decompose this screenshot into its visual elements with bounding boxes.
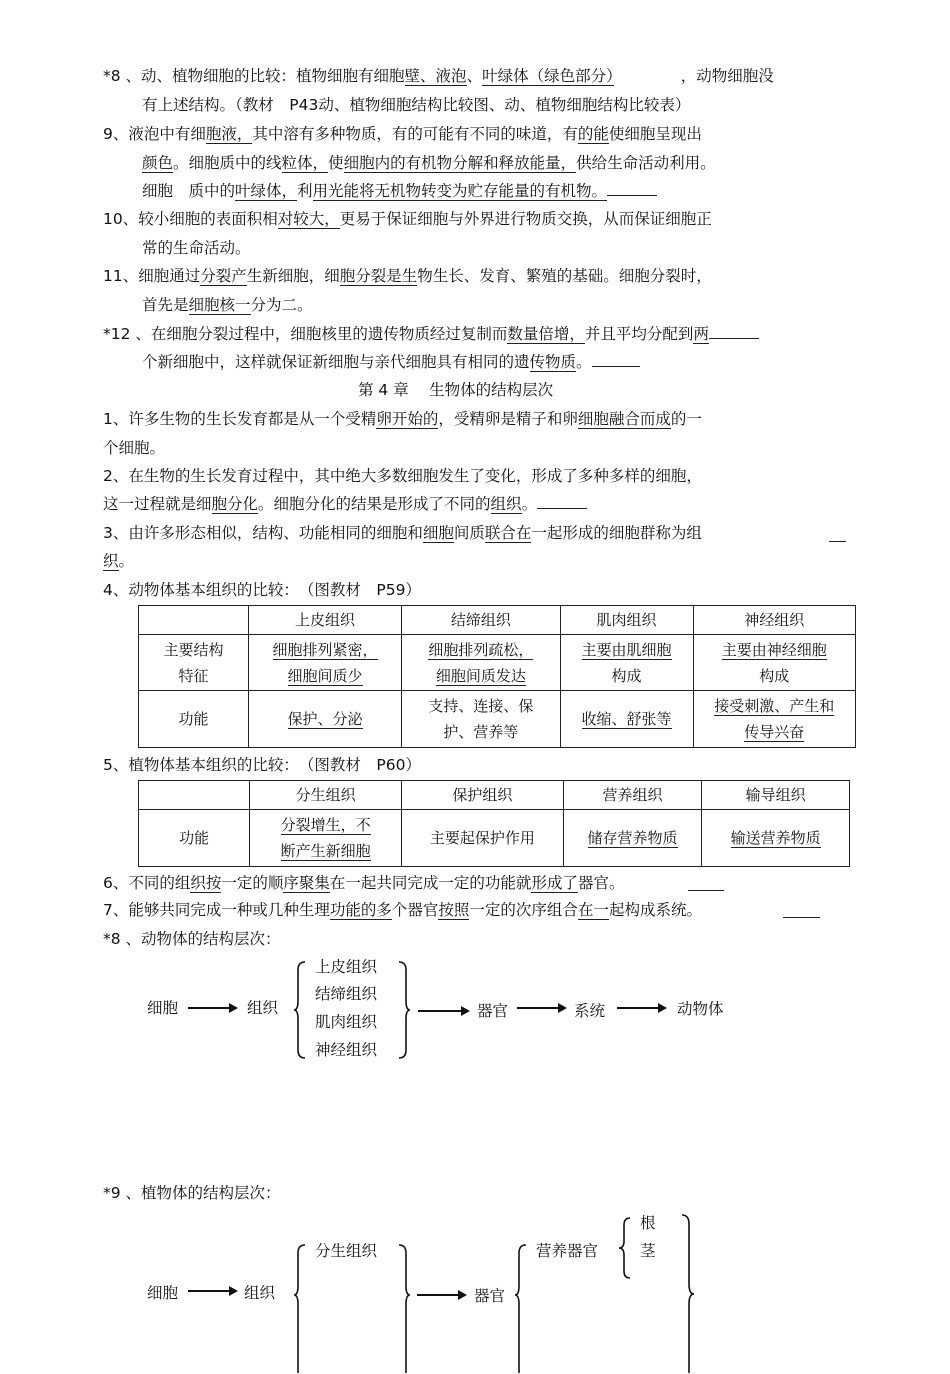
line-text: 使 [328, 154, 344, 172]
line-text: 。 [118, 552, 135, 570]
right-brace-icon [680, 1214, 696, 1374]
node-organ: 器官 [477, 1002, 509, 1020]
underlined-answer: 序聚集 [283, 874, 330, 892]
line-text: 。细胞质中的线 [173, 154, 282, 172]
ch4-item-8-heading [103, 929, 281, 949]
row-label-function: 功能 [139, 810, 250, 867]
ch4-item-3-b [103, 551, 134, 571]
answer-blank [592, 352, 640, 367]
table-cell: 接受刺激、产生和 传导兴奋 [693, 691, 855, 748]
underlined-answer: 对较大， [277, 210, 340, 228]
underlined-answer: 在一 [577, 901, 609, 919]
ch4-item-4-heading [103, 580, 421, 600]
line-text: 更易于保证细胞与外界进行物质交换，从而保证细胞正 [339, 210, 712, 228]
line-text: 分为二。 [250, 296, 313, 314]
line-text: 、 [466, 67, 483, 85]
line-text: 3、由许多形态相似，结构、功能相同的细胞和 [103, 524, 423, 542]
line-text: 个细胞。 [103, 439, 166, 457]
ch4-item-2-b [103, 494, 587, 514]
arrow-right-icon [188, 1290, 236, 1292]
underlined-answer: 壁、液泡 [404, 67, 467, 85]
table-cell: 收缩、舒张等 [560, 691, 693, 748]
node-cell: 细胞 [147, 999, 179, 1017]
organ-type-item: 营养器官 [536, 1242, 599, 1260]
line-text: ，动物细胞没 [613, 67, 774, 85]
node-cell: 细胞 [147, 1284, 179, 1302]
right-brace-icon [397, 1244, 411, 1374]
table-cell: 输送营养物质 [702, 810, 850, 867]
answer-blank [783, 903, 820, 918]
table-header-cell: 保护组织 [401, 781, 563, 810]
table-header-cell: 分生组织 [250, 781, 402, 810]
underlined-answer: 胞液， [205, 125, 253, 143]
tissue-item: 上皮组织 [315, 958, 378, 976]
line-9-vacuole-b [142, 153, 716, 173]
underlined-answer: 细胞核一 [188, 296, 251, 314]
underlined-answer: 用光能将无机物转变为贮存能量的有机物。 [312, 182, 608, 200]
line-text: 一定的顺 [221, 874, 284, 892]
table-cell: 保护、分泌 [248, 691, 401, 748]
line-text: 11、细胞通过 [103, 267, 201, 285]
underlined-answer: 颜色 [142, 154, 174, 172]
table-header-cell: 肌肉组织 [560, 606, 693, 635]
underlined-answer: 传物质 [529, 353, 577, 371]
line-text: 生新细胞，细 [246, 267, 340, 285]
ch4-item-5-heading [103, 755, 421, 775]
line-text: 器官。 [577, 874, 625, 892]
ch4-item-3-a [103, 523, 702, 543]
line-text: 并且平均分配到 [584, 325, 694, 343]
line-9-vacuole-c [142, 181, 657, 201]
ch4-item-6 [103, 873, 624, 893]
answer-blank [688, 876, 724, 891]
underlined-answer: 功能的多 [329, 901, 392, 919]
table-header-cell: 输导组织 [702, 781, 850, 810]
answer-blank [537, 494, 587, 509]
line-text: *12 、在细胞分裂过程中，细胞核里的遗传物质经过复制而 [103, 325, 508, 343]
arrow-right-icon [417, 1294, 465, 1296]
line-8-comparison-b [142, 95, 690, 115]
line-12-genetic-a [103, 324, 759, 344]
arrow-right-icon [517, 1007, 565, 1009]
line-9-vacuole-a [103, 124, 702, 144]
line-text: ，受精卵是精子和卵 [438, 410, 578, 428]
table-cell: 主要起保护作用 [401, 810, 563, 867]
node-organ: 器官 [474, 1287, 506, 1305]
underlined-answer: 细胞内的有机物分解和释放能量， [343, 154, 577, 172]
line-text: 间质 [453, 524, 485, 542]
table-header-cell: 神经组织 [693, 606, 855, 635]
row-label-structure: 主要结构 特征 [139, 635, 249, 691]
underlined-answer: 胞分裂是生 [339, 267, 418, 285]
line-text: 一起形成的细胞群称为组 [531, 524, 702, 542]
table-header-cell: 营养组织 [563, 781, 702, 810]
animal-tissue-table [138, 605, 856, 748]
table-cell: 分裂增生，不 断产生新细胞 [250, 810, 402, 867]
arrow-right-icon [617, 1007, 665, 1009]
line-text: 物生长、发育、繁殖的基础。细胞分裂时， [417, 267, 712, 285]
line-text: 。 [576, 353, 592, 371]
line-text: 起构成系统。 [608, 901, 702, 919]
line-text: 6、不同的组 [103, 874, 191, 892]
table-cell: 主要由肌细胞 构成 [560, 635, 693, 691]
line-text: 4、动物体基本组织的比较： （图教材 P59） [103, 581, 421, 599]
line-text: 。 [521, 495, 538, 513]
table-header-corner [139, 781, 250, 810]
line-10-surface-a [103, 209, 712, 229]
line-text: 的一 [670, 410, 702, 428]
line-text: 。细胞分化的结果是形成了不同的 [258, 495, 491, 513]
underlined-answer: 两 [693, 325, 709, 343]
line-text: 5、植物体基本组织的比较： （图教材 P60） [103, 756, 421, 774]
table-header-corner [139, 606, 249, 635]
organ-part-root: 根 [640, 1214, 656, 1232]
line-11-division-b [142, 295, 313, 315]
node-tissue: 组织 [244, 1284, 276, 1302]
tissue-item: 分生组织 [315, 1242, 378, 1260]
answer-blank [607, 181, 657, 196]
underlined-answer: 织按 [190, 874, 222, 892]
right-brace-icon [397, 961, 411, 1059]
underlined-answer: 联合在 [484, 524, 532, 542]
line-text: 使细胞呈现出 [608, 125, 702, 143]
plant-tissue-table [138, 780, 850, 867]
underlined-answer: 分裂产 [200, 267, 247, 285]
underlined-answer: 织 [103, 552, 119, 570]
underlined-answer: 叶绿体（绿色部分） [482, 67, 614, 85]
table-header-cell: 结缔组织 [402, 606, 560, 635]
chapter-4-title [358, 380, 553, 400]
tissue-item: 结缔组织 [315, 985, 378, 1003]
line-text: 9、液泡中有细 [103, 125, 206, 143]
line-text: *9 、植物体的结构层次： [103, 1184, 281, 1202]
left-brace-icon [618, 1217, 632, 1279]
line-text: 10、较小细胞的表面积相 [103, 210, 278, 228]
underlined-answer: 叶绿体， [235, 182, 298, 200]
left-brace-icon [514, 1244, 528, 1374]
line-text: 一定的次序组合 [469, 901, 578, 919]
line-text: 利 [297, 182, 313, 200]
line-text: 细胞 质中的 [142, 182, 236, 200]
table-cell: 主要由神经细胞 构成 [693, 635, 855, 691]
underlined-answer: 形成了 [531, 874, 578, 892]
underlined-answer: 按照 [438, 901, 470, 919]
line-8-comparison-a [103, 66, 774, 86]
table-cell: 细胞排列紧密， 细胞间质少 [248, 635, 401, 691]
line-text: 其中溶有多种物质，有的可能有不同的味道，有 [252, 125, 578, 143]
line-text: 常的生命活动。 [142, 239, 251, 257]
answer-blank [829, 527, 846, 542]
line-text: 个新细胞中，这样就保证新细胞与亲代细胞具有相同的遗 [142, 353, 530, 371]
line-text: 第 4 章 生物体的结构层次 [358, 381, 554, 399]
arrow-right-icon [188, 1007, 236, 1009]
arrow-right-icon [418, 1010, 468, 1012]
line-10-surface-b [142, 238, 251, 258]
line-text: 7、能够共同完成一种或几种生理 [103, 901, 330, 919]
line-text: *8 、动、植物细胞的比较：植物细胞有细胞 [103, 67, 405, 85]
table-cell: 储存营养物质 [563, 810, 702, 867]
ch4-item-7 [103, 900, 702, 920]
ch4-item-1-a [103, 409, 702, 429]
line-text: 2、在生物的生长发育过程中，其中绝大多数细胞发生了变化，形成了多种多样的细胞， [103, 467, 702, 485]
table-header-cell: 上皮组织 [248, 606, 401, 635]
underlined-answer: 细胞融合而成 [577, 410, 671, 428]
line-text: 在一起共同完成一定的功能就 [329, 874, 532, 892]
line-text: 1、许多生物的生长发育都是从一个受精 [103, 410, 377, 428]
table-cell: 支持、连接、保 护、营养等 [402, 691, 560, 748]
line-text: 首先是 [142, 296, 189, 314]
line-text: 有上述结构。（教材 P43动、植物细胞结构比较图、动、植物细胞结构比较表） [142, 96, 691, 114]
line-text: 个器官 [391, 901, 439, 919]
underlined-answer: 数量倍增， [507, 325, 585, 343]
line-text: 供给生命活动利用。 [576, 154, 716, 172]
node-tissue: 组织 [247, 999, 279, 1017]
ch4-item-9-heading [103, 1183, 281, 1203]
left-brace-icon [293, 961, 307, 1059]
left-brace-icon [293, 1244, 307, 1374]
line-text: 这一过程就是细 [103, 495, 212, 513]
ch4-item-2-a [103, 466, 702, 486]
ch4-item-1-b [103, 438, 165, 458]
underlined-answer: 粒体， [281, 154, 329, 172]
line-text: *8 、动物体的结构层次： [103, 930, 281, 948]
node-animal-body: 动物体 [677, 1000, 724, 1018]
table-cell: 细胞排列疏松， 细胞间质发达 [402, 635, 560, 691]
underlined-answer: 的能 [577, 125, 609, 143]
tissue-item: 肌肉组织 [315, 1013, 378, 1031]
answer-blank [709, 324, 759, 339]
node-system: 系统 [574, 1002, 606, 1020]
underlined-answer: 卵开始的 [376, 410, 439, 428]
organ-part-stem: 茎 [640, 1242, 656, 1260]
line-12-genetic-b [142, 352, 640, 372]
tissue-item: 神经组织 [315, 1041, 378, 1059]
line-11-division-a [103, 266, 712, 286]
underlined-answer: 胞分化 [211, 495, 259, 513]
underlined-answer: 组织 [490, 495, 522, 513]
underlined-answer: 细胞 [422, 524, 454, 542]
row-label-function: 功能 [139, 691, 249, 748]
